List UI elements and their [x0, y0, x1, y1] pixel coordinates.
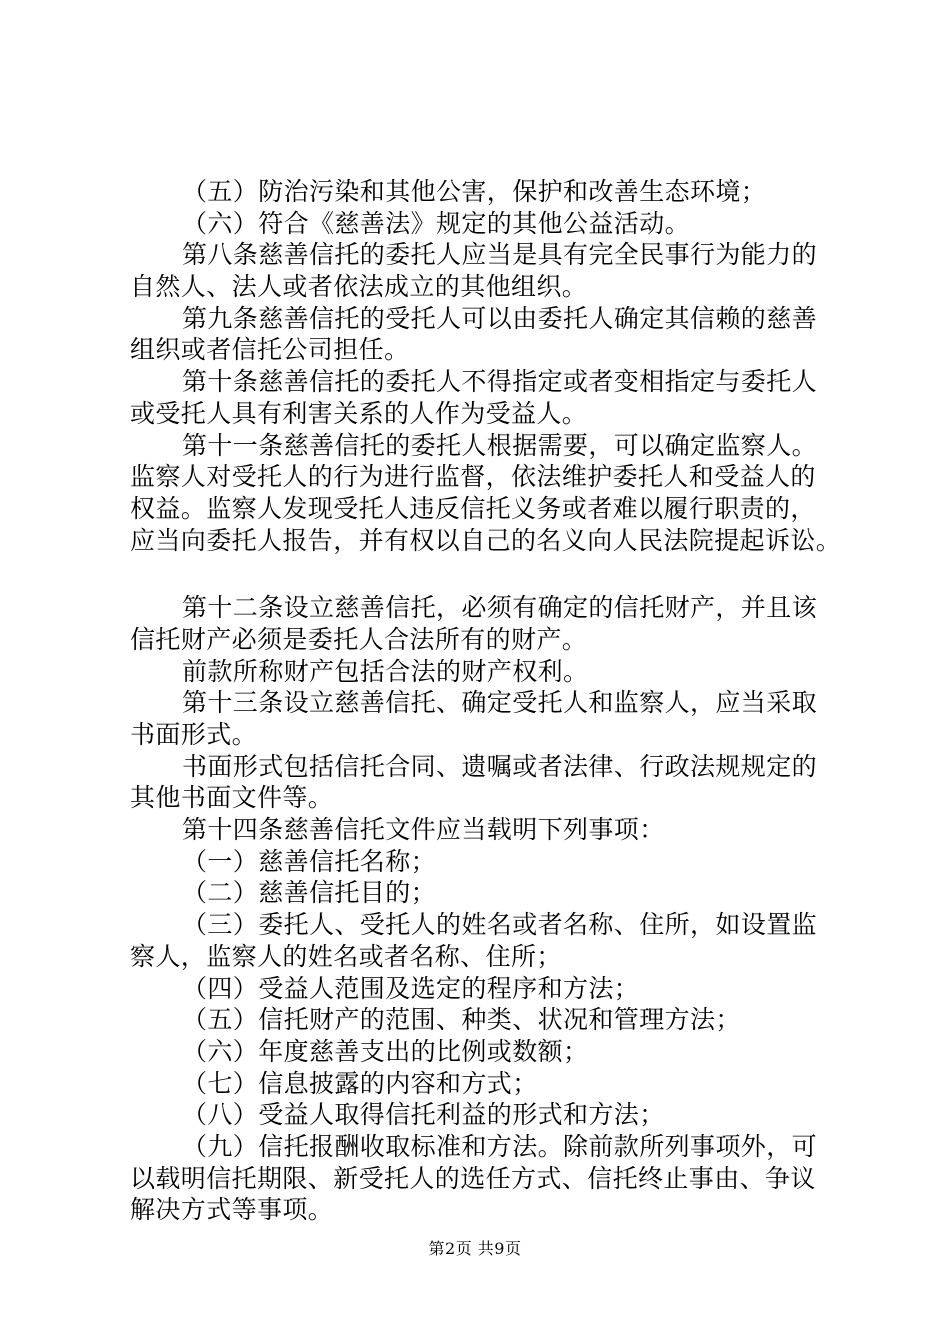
text-line: 信托财产必须是委托人合法所有的财产。 [130, 624, 588, 654]
text-line: （一）慈善信托名称； [182, 846, 437, 876]
text-line: （九）信托报酬收取标准和方法。除前款所列事项外，可 [182, 1131, 818, 1161]
text-line: 权益。监察人发现受托人违反信托义务或者难以履行职责的， [130, 493, 816, 523]
text-line: （三）委托人、受托人的姓名或者名称、住所，如设置监 [182, 910, 818, 940]
text-line: 前款所称财产包括合法的财产权利。 [182, 656, 589, 686]
text-line: （七）信息披露的内容和方式； [182, 1068, 538, 1098]
text-line: （二）慈善信托目的； [182, 878, 437, 908]
text-line: 书面形式包括信托合同、遗嘱或者法律、行政法规规定的 [182, 751, 818, 781]
text-line: 第十三条设立慈善信托、确定受托人和监察人，应当采取 [182, 688, 818, 718]
text-line: 应当向委托人报告，并有权以自己的名义向人民法院提起诉讼。 [130, 525, 842, 555]
text-line: （八）受益人取得信托利益的形式和方法； [182, 1100, 665, 1130]
text-line: 察人，监察人的姓名或者名称、住所； [130, 941, 562, 971]
text-line: （五）防治污染和其他公害，保护和改善生态环境； [182, 177, 767, 206]
text-line: 自然人、法人或者依法成立的其他组织。 [130, 272, 588, 302]
text-line: 书面形式。 [130, 720, 258, 749]
text-line: （五）信托财产的范围、种类、状况和管理方法； [182, 1005, 741, 1035]
text-line: （六）符合《慈善法》规定的其他公益活动。 [182, 208, 691, 238]
text-line: 或受托人具有利害关系的人作为受益人。 [130, 398, 588, 428]
text-line: 第九条慈善信托的受托人可以由委托人确定其信赖的慈善 [182, 303, 818, 333]
page-number-footer: 第2页 共9页 [428, 1239, 522, 1258]
text-line: 第八条慈善信托的委托人应当是具有完全民事行为能力的 [182, 240, 818, 270]
text-line: （四）受益人范围及选定的程序和方法； [182, 973, 640, 1003]
text-line: 监察人对受托人的行为进行监督，依法维护委托人和受益人的 [130, 462, 816, 492]
text-line: 第十二条设立慈善信托，必须有确定的信托财产，并且该 [182, 593, 818, 623]
text-line: 第十一条慈善信托的委托人根据需要，可以确定监察人。 [182, 430, 818, 460]
text-line: 第十条慈善信托的委托人不得指定或者变相指定与委托人 [182, 367, 818, 397]
paragraph-gap [130, 556, 842, 592]
text-line: （六）年度慈善支出的比例或数额； [182, 1036, 589, 1066]
text-line: 以载明信托期限、新受托人的选任方式、信托终止事由、争议 [130, 1163, 816, 1193]
text-line: 第十四条慈善信托文件应当载明下列事项： [182, 815, 665, 845]
text-line: 解决方式等事项。 [130, 1195, 334, 1225]
text-line: 组织或者信托公司担任。 [130, 335, 410, 365]
text-line: 其他书面文件等。 [130, 783, 334, 813]
document-body [130, 176, 842, 1226]
